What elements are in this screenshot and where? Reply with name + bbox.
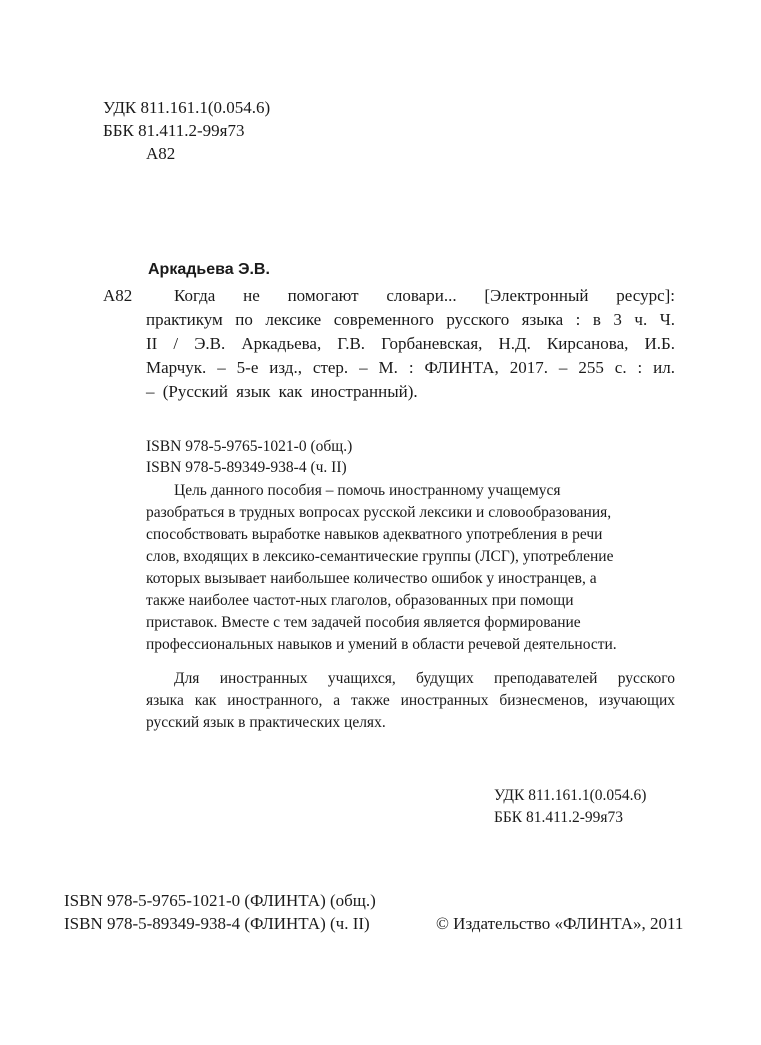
abstract-line-5: которых вызывает наибольшее количество ошибок у иностранцев, а (146, 570, 597, 587)
abstract-line-2: разобраться в трудных вопросах русской лексики и словообразования, (146, 504, 612, 521)
abstract-line-4: слов, входящих в лексико-семантические группы (ЛСГ), употребление (146, 548, 614, 565)
bib-line-3: II / Э.В. Аркадьева, Г.В. Горбаневская, Н.Д. Кирсанова, И.Б. (146, 334, 675, 353)
bib-isbn-1: ISBN 978-5-9765-1021-0 (общ.) (146, 438, 353, 455)
author-heading: Аркадьева Э.В. (148, 261, 270, 278)
abstract-line-6: также наиболее частот-ных глаголов, образованных при помощи (146, 592, 574, 609)
top-udk: УДК 811.161.1(0.054.6) (103, 98, 271, 117)
bib-author-mark: А82 (103, 286, 133, 305)
footer-isbn-2: ISBN 978-5-89349-938-4 (ФЛИНТА) (ч. II) (64, 914, 370, 933)
audience-line-2: языка как иностранного, а также иностранных бизнесменов, изучающих (146, 692, 675, 709)
abstract-line-8: профессиональных навыков и умений в области речевой деятельности. (146, 636, 617, 653)
bottom-bbk: ББК 81.411.2-99я73 (494, 809, 623, 826)
top-author-mark: А82 (146, 144, 176, 163)
bib-line-1: Когда не помогают словари... [Электронный ресурс]: (174, 286, 675, 305)
audience-line-1: Для иностранных учащихся, будущих преподавателей русского (174, 670, 675, 687)
audience-line-3: русский язык в практических целях. (146, 714, 386, 731)
bib-isbn-2: ISBN 978-5-89349-938-4 (ч. II) (146, 459, 347, 476)
abstract-line-3: способствовать выработке навыков адекватного употребления в речи (146, 526, 603, 543)
top-bbk: ББК 81.411.2-99я73 (103, 121, 245, 140)
bib-line-5: – (Русский язык как иностранный). (146, 382, 418, 401)
bib-line-4: Марчук. – 5-е изд., стер. – М. : ФЛИНТА, 2017. – 255 с. : ил. (146, 358, 675, 377)
footer-isbn-1: ISBN 978-5-9765-1021-0 (ФЛИНТА) (общ.) (64, 891, 376, 910)
abstract-line-7: приставок. Вместе с тем задачей пособия является формирование (146, 614, 581, 631)
abstract-line-1: Цель данного пособия – помочь иностранному учащемуся (174, 482, 561, 499)
bib-line-2: практикум по лексике современного русского языка : в 3 ч. Ч. (146, 310, 675, 329)
footer-copyright: © Издательство «ФЛИНТА», 2011 (436, 914, 684, 933)
bottom-udk: УДК 811.161.1(0.054.6) (494, 787, 647, 804)
